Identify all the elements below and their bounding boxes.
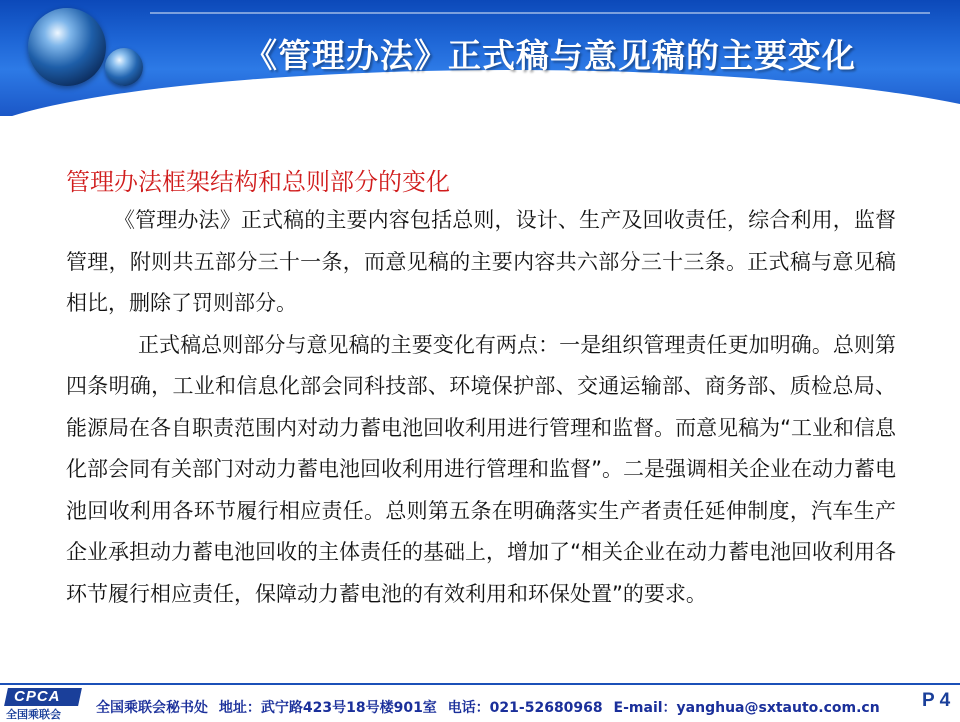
banner-streak	[150, 12, 930, 14]
section-subtitle: 管理办法框架结构和总则部分的变化	[66, 168, 450, 196]
header-banner	[0, 0, 960, 116]
globe-large-icon	[28, 8, 106, 86]
footer-email: E-mail：yanghua@sxtauto.com.cn	[613, 700, 880, 716]
cpca-logo	[0, 686, 88, 720]
paragraph-2: 正式稿总则部分与意见稿的主要变化有两点：一是组织管理责任更加明确。总则第四条明确，工业和信息化部会同科技部、环境保护部、交通运输部、商务部、质检总局、能源局在各自职责范围内对动力蓄电池回收利用进行管理和监督。而意见稿为“工业和信息化部会同有关部门对动力蓄电池回收利用进行管理和监督”。二是强调相关企业在动力蓄电池回收利用各环节履行相应责任。总则第五条在明确落实生产者责任延伸制度，汽车生产企业承担动力蓄电池回收的主体责任的基础上，增加了“相关企业在动力蓄电池回收利用各环节履行相应责任，保障动力蓄电池的有效利用和环保处置”的要求。	[66, 332, 896, 606]
page-title: 《管理办法》正式稿与意见稿的主要变化	[244, 36, 856, 75]
footer-address: 地址：武宁路423号18号楼901室	[218, 700, 437, 716]
footer-phone: 电话：021-52680968	[447, 700, 603, 716]
footer-contact	[96, 697, 886, 717]
body-text	[66, 200, 896, 615]
logo-text: CPCA	[14, 688, 61, 705]
globe-small-icon	[105, 48, 143, 86]
paragraph-1: 《管理办法》正式稿的主要内容包括总则，设计、生产及回收责任，综合利用，监督管理，附则共五部分三十一条，而意见稿的主要内容共六部分三十三条。正式稿与意见稿相比，删除了罚则部分。	[66, 208, 896, 315]
logo-cn-text: 全国乘联会	[6, 708, 61, 721]
footer-divider	[0, 683, 960, 685]
footer-org: 全国乘联会秘书处	[96, 700, 208, 716]
page-number: P 4	[922, 690, 951, 711]
